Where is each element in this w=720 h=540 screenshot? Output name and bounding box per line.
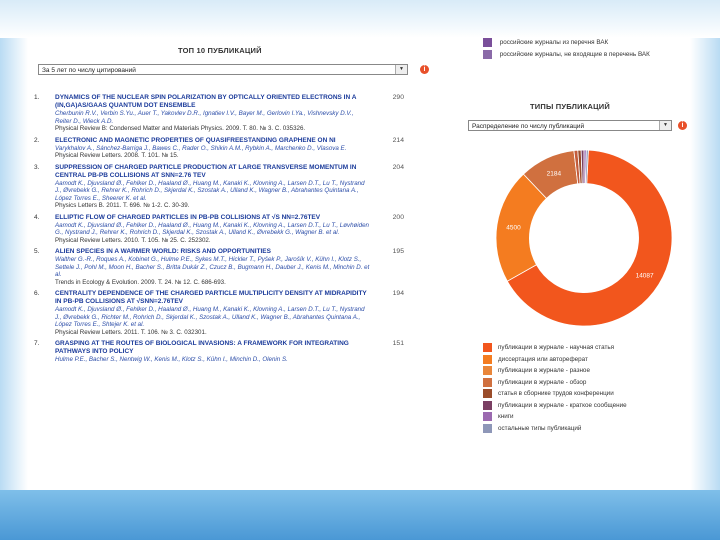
- legend-item[interactable]: [483, 424, 581, 434]
- publication-title-link[interactable]: ELECTRONIC AND MAGNETIC PROPERTIES OF QUASIFREESTANDING GRAPHENE ON NI: [55, 136, 336, 144]
- donut-slice-label: 14087: [635, 272, 654, 280]
- publication-authors[interactable]: Hulme P.E., Bacher S., Nentwig W., Kenis M., Klotz S., Kühn I., Minchin D., Olenin S.: [55, 356, 288, 363]
- screenshot-page: [28, 38, 690, 490]
- publication-authors[interactable]: Aamodt K., Djuvsland Ø., Fehlker D., Haaland Ø., Huang M., Kanaki K., Klovning A., Larsen D.T., Lu T., Nystrand J., Øvrebekk G., Richter M., Rohrich D., Skjerdal K., Szostak A., Ulland K., Wagner B., Abrahantes Quintana A., López Torres E., Shtejer K. et al.: [55, 306, 365, 328]
- legend-item[interactable]: [483, 389, 614, 399]
- publication-title-link[interactable]: DYNAMICS OF THE NUCLEAR SPIN POLARIZATION BY OPTICALLY ORIENTED ELECTRONS IN A (IN,GA)AS/GAAS QUANTUM DOT ENSEMBLE: [55, 94, 357, 109]
- legend-swatch: [483, 366, 492, 375]
- legend-item[interactable]: [483, 343, 614, 353]
- publication-authors[interactable]: Walther G.-R., Roques A., Kobinet G., Hulme P.E., Sykes M.T., Hickler T., Pyšek P., Jarošík V., Kühn I., Klotz S., Settele J., Pohl M., Moon H., Bacher S., Britta Dukár Z., Czucz B., Bugmann H., Dauber J., Kenis M., Minchin D. et al.: [55, 256, 370, 278]
- legend-swatch: [483, 50, 492, 59]
- publication-authors[interactable]: Aamodt K., Djuvsland Ø., Fehlker D., Haaland Ø., Huang M., Kanaki K., Klovning A., Larsen D.T., Lu T., Nystrand J., Øvrebekk G., Rehrer K., Rohrich D., Skjerdal K., Szostak A., Ulland K., Wagner B., Abrahantes Quintana A., López Torres E., Sheerer K. et al.: [55, 179, 365, 202]
- publication-types-panel: [468, 38, 690, 490]
- citation-count[interactable]: 194: [392, 290, 404, 297]
- publication-number: 7.: [34, 340, 40, 347]
- publication-number: 1.: [34, 94, 40, 101]
- donut-slice-label: 2184: [546, 170, 562, 178]
- publication-item: [34, 248, 404, 286]
- citation-count[interactable]: 151: [392, 340, 404, 347]
- legend-label: российские журналы, не входящие в перечень ВАК: [499, 51, 650, 58]
- publication-body: [55, 164, 370, 210]
- publication-number: 5.: [34, 248, 40, 255]
- publication-journal: Trends in Ecology & Evolution. 2009. Т. 24. № 12. С. 686-693.: [55, 278, 226, 286]
- legend-item[interactable]: [483, 378, 586, 388]
- legend-label: публикации в журнале - разное: [498, 367, 590, 374]
- publication-title-link[interactable]: ELLIPTIC FLOW OF CHARGED PARTICLES IN PB-PB COLLISIONS AT √S NN=2.76TEV: [55, 213, 321, 221]
- window-top-frame: [0, 0, 720, 38]
- citation-count[interactable]: 195: [392, 248, 404, 255]
- publication-journal: Physical Review B: Condensed Matter and Materials Physics. 2009. Т. 80. № 3. С. 035326.: [55, 125, 306, 132]
- chevron-down-icon[interactable]: ▼: [395, 65, 407, 74]
- legend-swatch: [483, 401, 492, 410]
- publication-number: 3.: [34, 163, 40, 171]
- publication-body: [55, 137, 370, 160]
- donut-slice-label: 4500: [506, 224, 521, 232]
- publication-title-link[interactable]: ALIEN SPECIES IN A WARMER WORLD: RISKS AND OPPORTUNITIES: [55, 248, 271, 255]
- top-publications-panel: [28, 38, 426, 490]
- legend-label: диссертация или автореферат: [498, 355, 588, 363]
- publication-title-link[interactable]: CENTRALITY DEPENDENCE OF THE CHARGED PARTICLE MULTIPLICITY DENSITY AT MIDRAPIDITY IN PB-PB COLLISIONS AT √SNN=2.76TEV: [55, 290, 367, 305]
- legend-label: публикации в журнале - обзор: [498, 378, 587, 386]
- publication-number: 6.: [34, 290, 40, 297]
- legend-swatch: [483, 355, 492, 364]
- donut-svg: [494, 148, 674, 328]
- window-bottom-frame: [0, 490, 720, 540]
- publication-body: [55, 248, 370, 286]
- publication-body: [55, 94, 370, 133]
- legend-swatch: [483, 378, 492, 387]
- citation-count[interactable]: 290: [392, 94, 404, 101]
- legend-label: публикации в журнале - краткое сообщение: [498, 401, 627, 409]
- legend-swatch: [483, 343, 492, 352]
- publication-body: [55, 214, 370, 245]
- legend-item[interactable]: [483, 401, 627, 411]
- legend-swatch: [483, 412, 492, 421]
- distribution-select[interactable]: [468, 120, 672, 131]
- window-right-frame: [690, 38, 720, 490]
- legend-swatch: [483, 389, 492, 398]
- legend-swatch: [483, 424, 492, 433]
- legend-item[interactable]: [483, 412, 514, 422]
- publication-authors[interactable]: Aamodt K., Djuvsland Ø., Fehlker D., Haaland Ø., Huang M., Kanaki K., Klovning A., Larsen D.T., Lu T., Løvhøiden G., Nystrand J., Rehrer K., Rohrich D., Skjerdal K., Szostak A., Ulland K., Øvrebekk G., Wagner B. et al.: [55, 221, 369, 236]
- legend-item-vak: [483, 38, 608, 48]
- legend-label: российские журналы из перечня ВАК: [499, 39, 609, 46]
- publication-title-link[interactable]: GRASPING AT THE ROUTES OF BIOLOGICAL INVASIONS: A FRAMEWORK FOR INTEGRATING PATHWAYS INTO POLICY: [55, 340, 349, 355]
- publication-body: [55, 290, 370, 336]
- publication-types-title: ТИПЫ ПУБЛИКАЦИЙ: [530, 102, 610, 111]
- legend-label: остальные типы публикаций: [498, 424, 582, 432]
- publication-number: 2.: [34, 136, 40, 144]
- publication-list: [34, 94, 404, 368]
- publication-journal: Physical Review Letters. 2010. Т. 105. № 25. С. 252302.: [55, 236, 211, 244]
- publication-types-donut-chart: [494, 148, 674, 328]
- citation-count[interactable]: 204: [392, 163, 404, 171]
- distribution-select-value: Распределение по числу публикаций: [472, 123, 585, 130]
- publication-item: [34, 164, 404, 210]
- publication-title-link[interactable]: SUPPRESSION OF CHARGED PARTICLE PRODUCTION AT LARGE TRANSVERSE MOMENTUM IN CENTRAL PB-PB COLLISIONS AT SNN=2.76 TEV: [55, 163, 357, 179]
- publication-authors[interactable]: Varykhalov A., Sánchez-Barriga J., Bawes C., Rader O., Shikin A.M., Rybkin A., Marchenko D., Vlasova E.: [55, 144, 347, 152]
- chevron-down-icon[interactable]: ▼: [659, 121, 671, 130]
- publication-item: [34, 137, 404, 160]
- info-icon[interactable]: i: [420, 65, 429, 74]
- legend-label: книги: [498, 413, 514, 420]
- publication-item: [34, 214, 404, 245]
- publication-item: [34, 94, 404, 133]
- citation-count[interactable]: 214: [392, 136, 404, 144]
- citation-count[interactable]: 200: [392, 213, 404, 221]
- legend-label: статья в сборнике трудов конференции: [498, 390, 614, 397]
- period-select[interactable]: [38, 64, 408, 75]
- legend-item[interactable]: [483, 355, 588, 365]
- legend-swatch: [483, 38, 492, 47]
- publication-journal: Physics Letters B. 2011. Т. 696. № 1-2. С. 30-39.: [55, 202, 190, 209]
- legend-item[interactable]: [483, 366, 590, 376]
- top-publications-title: ТОП 10 ПУБЛИКАЦИЙ: [178, 46, 262, 55]
- legend-item-non-vak: [483, 50, 650, 60]
- period-select-value: За 5 лет по числу цитирований: [42, 67, 136, 74]
- publication-authors[interactable]: Cherbunin R.V., Verbin S.Yu., Auer T., Yakovlev D.R., Ignatiev I.V., Bayer M., Gerlovin I.Ya., Vishnevsky D.V., Reiter D., Wieck A.D.: [55, 110, 354, 125]
- publication-journal: Physical Review Letters. 2008. Т. 101. № 15.: [55, 152, 179, 159]
- publication-journal: Physical Review Letters. 2011. Т. 106. № 3. С. 032301.: [55, 328, 207, 336]
- publication-item: [34, 290, 404, 336]
- publication-number: 4.: [34, 213, 40, 221]
- window-left-frame: [0, 38, 28, 490]
- info-icon[interactable]: i: [678, 121, 687, 130]
- publication-body: [55, 340, 370, 364]
- legend-label: публикации в журнале - научная статья: [498, 344, 615, 351]
- publication-item: [34, 340, 404, 364]
